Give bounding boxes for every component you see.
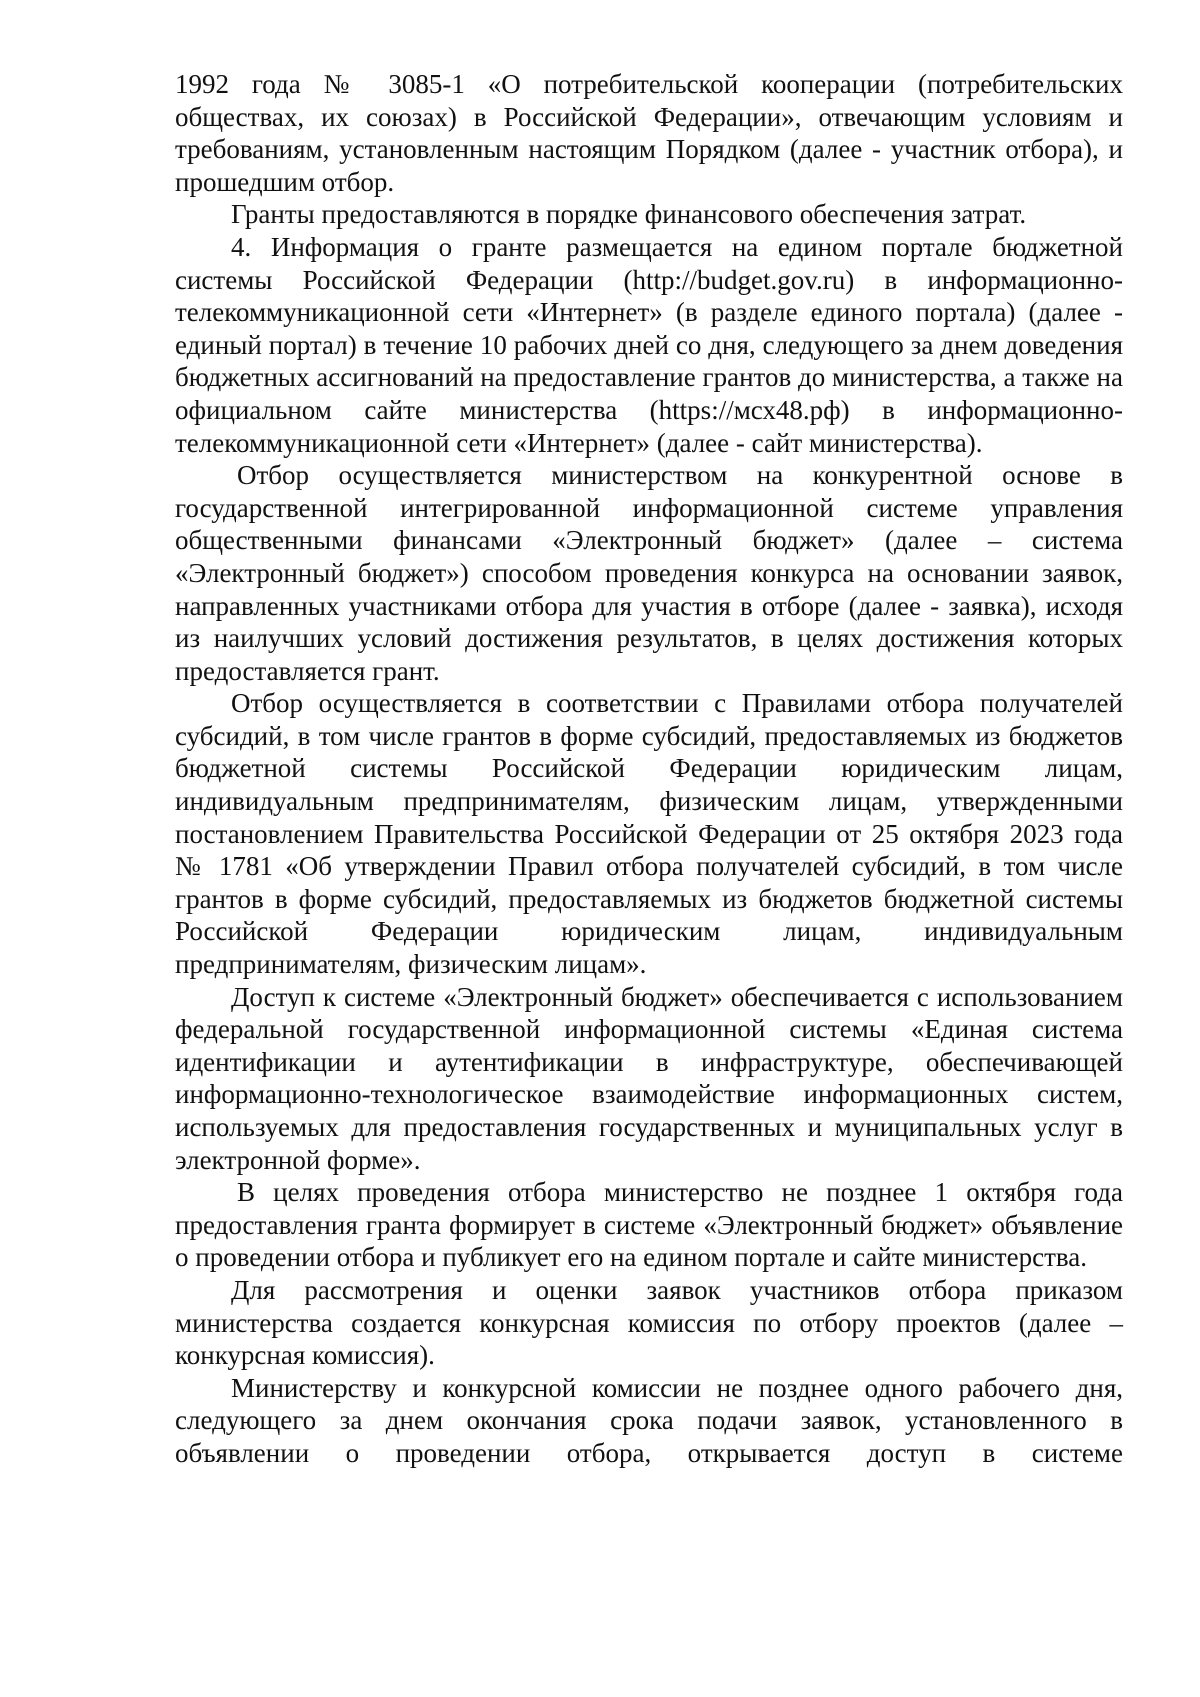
paragraph-grants-provision: Гранты предоставляются в порядке финансового обеспечения затрат. [231,199,1027,230]
paragraph-announcement: В целях проведения отбора министерство не позднее 1 октября года предоставления гранта формирует в системе «Электронный бюджет» объявление о проведении отбора и публикует его на едином портале и сайте министерства. [175,1177,1123,1273]
paragraph-access-opening: Министерству и конкурсной комиссии не позднее одного рабочего дня, следующего за днем окончания срока подачи заявок, установленного в объявлении о проведении отбора, открывается доступ в системе [175,1372,1123,1468]
document-body [175,68,1123,1470]
paragraph-commission: Для рассмотрения и оценки заявок участников отбора приказом министерства создается конкурсная комиссия по отбору проектов (далее – конкурсная комиссия). [175,1274,1123,1371]
paragraph-continuation-1: 1992 года № 3085-1 «О потребительской кооперации (потребительских обществах, их союзах) в Российской Федерации», отвечающим условиям и требованиям, установленным настоящим Порядком (далее - участник отбора), и прошедшим отбор. [175,69,1123,197]
paragraph-selection-rules: Отбор осуществляется в соответствии с Правилами отбора получателей субсидий, в том числе грантов в форме субсидий, предоставляемых из бюджетов бюджетной системы Российской Федерации юридическим лицам, индивидуальным предпринимателям, физическим лицам, утвержденными постановлением Правительства Российской Федерации от 25 октября 2023 года № 1781 «Об утверждении Правил отбора получателей субсидий, в том числе грантов в форме субсидий, предоставляемых из бюджетов бюджетной системы Российской Федерации юридическим лицам, индивидуальным предпринимателям, физическим лицам». [175,688,1123,980]
paragraph-item-4-grant-info: 4. Информация о гранте размещается на едином портале бюджетной системы Российской Федерации (http://budget.gov.ru) в информационно-телекоммуникационной сети «Интернет» (в разделе единого портала) (далее - единый портал) в течение 10 рабочих дней со дня, следующего за днем доведения бюджетных ассигнований на предоставление грантов до министерства, а также на официальном сайте министерства (https://мсх48.рф) в информационно-телекоммуникационной сети «Интернет» (далее - сайт министерства). [175,231,1123,458]
paragraph-selection-procedure: Отбор осуществляется министерством на конкурентной основе в государственной интегрированной информационной системе управления общественными финансами «Электронный бюджет» (далее – система «Электронный бюджет») способом проведения конкурса на основании заявок, направленных участниками отбора для участия в отборе (далее - заявка), исходя из наилучших условий достижения результатов, в целях достижения которых предоставляется грант. [175,460,1123,686]
paragraph-system-access: Доступ к системе «Электронный бюджет» обеспечивается с использованием федеральной государственной информационной системы «Единая система идентификации и аутентификации в инфраструктуре, обеспечивающей информационно-технологическое взаимодействие информационных систем, используемых для предоставления государственных и муниципальных услуг в электронной форме». [175,981,1123,1175]
